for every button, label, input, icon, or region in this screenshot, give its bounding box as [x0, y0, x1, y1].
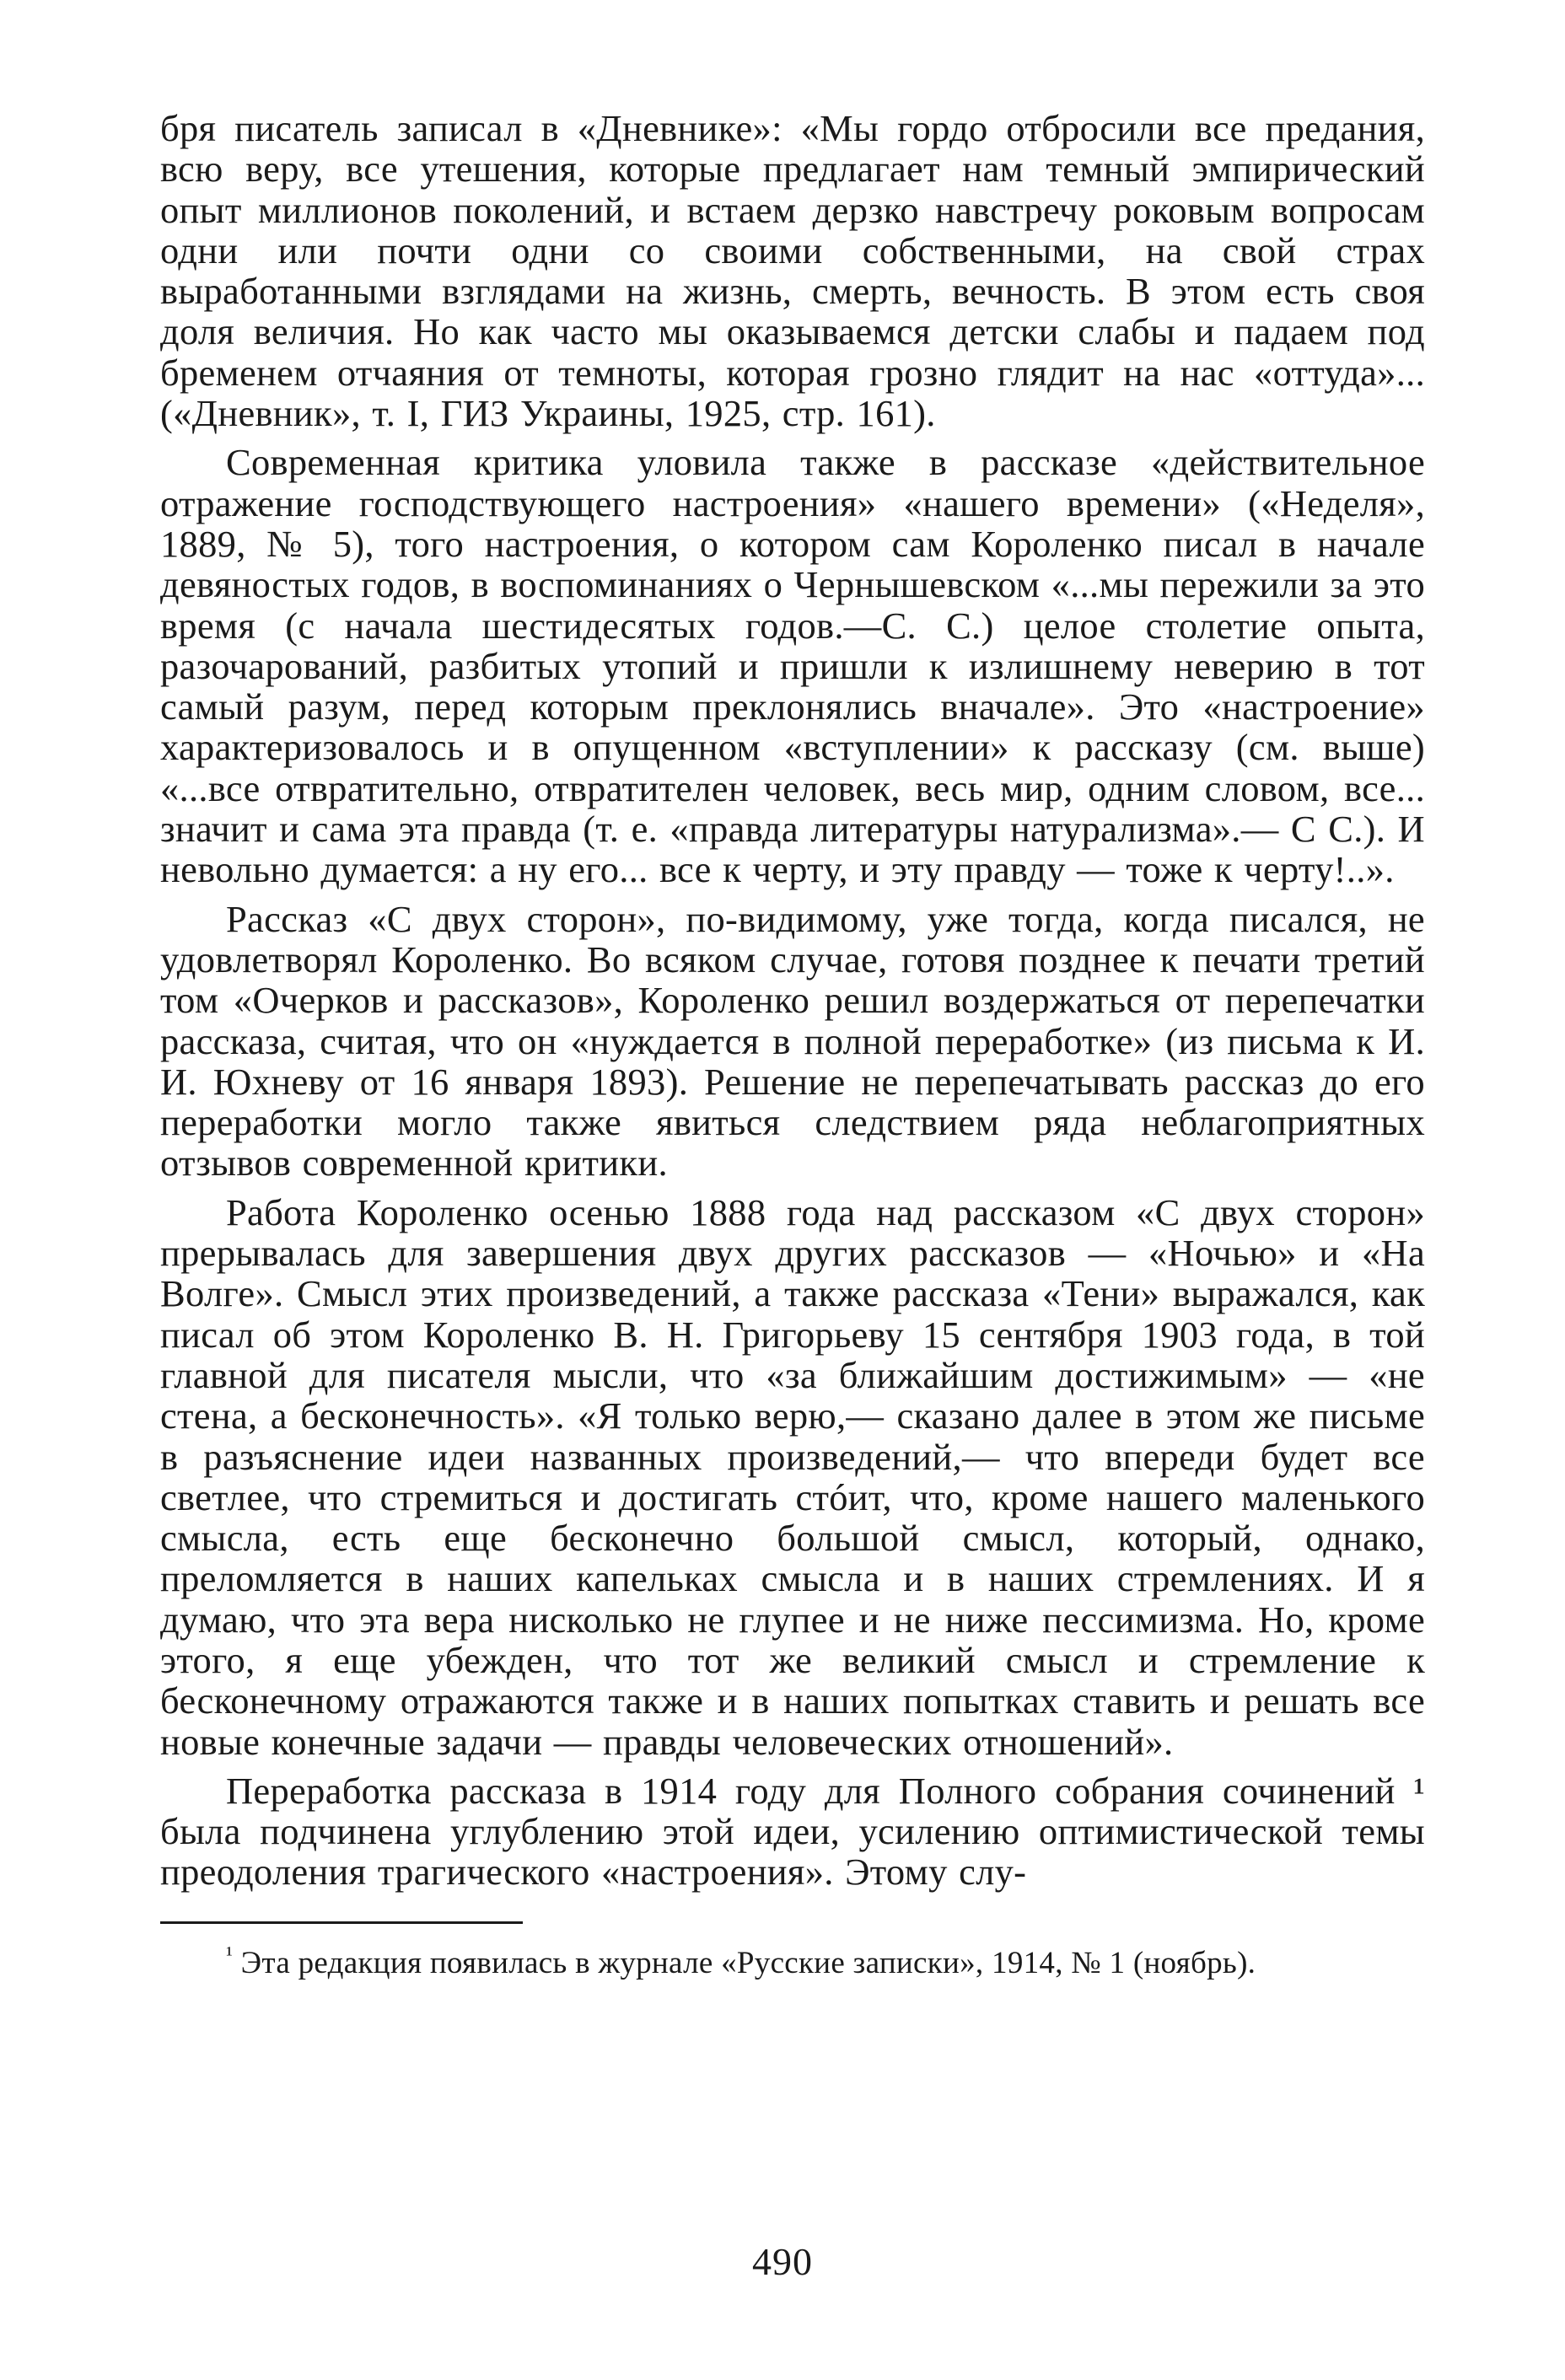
footnote-text: Эта редакция появилась в журнале «Русские записки», 1914, № 1 (ноябрь). — [240, 1945, 1256, 1980]
footnote — [160, 1942, 1425, 1981]
page-body — [160, 108, 1425, 1981]
paragraph: Переработка рассказа в 1914 году для Полного собрания сочинений ¹ была подчинена углублению этой идеи, усилению оптимистической темы преодоления трагического «настроения». Этому слу- — [160, 1769, 1425, 1894]
paragraph: бря писатель записал в «Дневнике»: «Мы гордо отбросили все предания, всю веру, все утешения, которые предлагает нам темный эмпирический опыт миллионов поколений, и встаем дерзко навстречу роковым вопросам одни или почти одни со своими собственными, на свой страх выработанными взглядами на жизнь, смерть, вечность. В этом есть своя доля величия. Но как часто мы оказываемся детски слабы и падаем под бременем отчаяния от темноты, которая грозно глядит на нас «оттуда»... («Дневник», т. I, ГИЗ Украины, 1925, стр. 161). — [160, 107, 1425, 435]
paragraph: Рассказ «С двух сторон», по-видимому, уже тогда, когда писался, не удовлетворял Короленко. Во всяком случае, готовя позднее к печати третий том «Очерков и рассказов», Короленко решил воздержаться от перепечатки рассказа, считая, что он «нуждается в полной переработке» (из письма к И. И. Юхневу от 16 января 1893). Решение не перепечатывать рассказ до его переработки могло также явиться следствием ряда неблагоприятных отзывов современной критики. — [160, 897, 1425, 1185]
page-number: 490 — [752, 2240, 813, 2283]
paragraph: Работа Короленко осенью 1888 года над рассказом «С двух сторон» прерывалась для завершения двух других рассказов — «Ночью» и «На Волге». Смысл этих произведений, а также рассказа «Тени» выражался, как писал об этом Короленко В. Н. Григорьеву 15 сентября 1903 года, в той главной для писателя мысли, что «за ближайшим достижимым» — «не стена, а бесконечность». «Я только верю,— сказано далее в этом же письме в разъяснение идеи названных произведений,— что впереди будет все светлее, что стремиться и достигать стóит, что, кроме нашего маленького смысла, есть еще бесконечно большой смысл, который, однако, преломляется в наших капельках смысла и в наших стремлениях. И я думаю, что эта вера нисколько не глупее и не ниже пессимизма. Но, кроме этого, я еще убежден, что тот же великий смысл и стремление к бесконечному отражаются также и в наших попытках ставить и решать все новые конечные задачи — правды человеческих отношений». — [160, 1190, 1425, 1763]
footnote-marker: ¹ — [226, 1942, 234, 1967]
paragraph: Современная критика уловила также в рассказе «действительное отражение господствующего настроения» «нашего времени» («Неделя», 1889, № 5), того настроения, о котором сам Короленко писал в начале девяностых годов, в воспоминаниях о Чернышевском «...мы пережили за это время (с начала шестидесятых годов.—С. С.) целое столетие опыта, разочарований, разбитых утопий и пришли к излишнему неверию в тот самый разум, перед которым преклонялись вначале». Это «настроение» характеризовалось и в опущенном «вступлении» к рассказу (см. выше) «...все отвратительно, отвратителен человек, весь мир, одним словом, все... значит и сама эта правда (т. е. «правда литературы натурализма».— С С.). И невольно думается: а ну его... все к черту, и эту правду — тоже к черту!..». — [160, 441, 1425, 891]
footnote-separator — [160, 1921, 523, 1924]
